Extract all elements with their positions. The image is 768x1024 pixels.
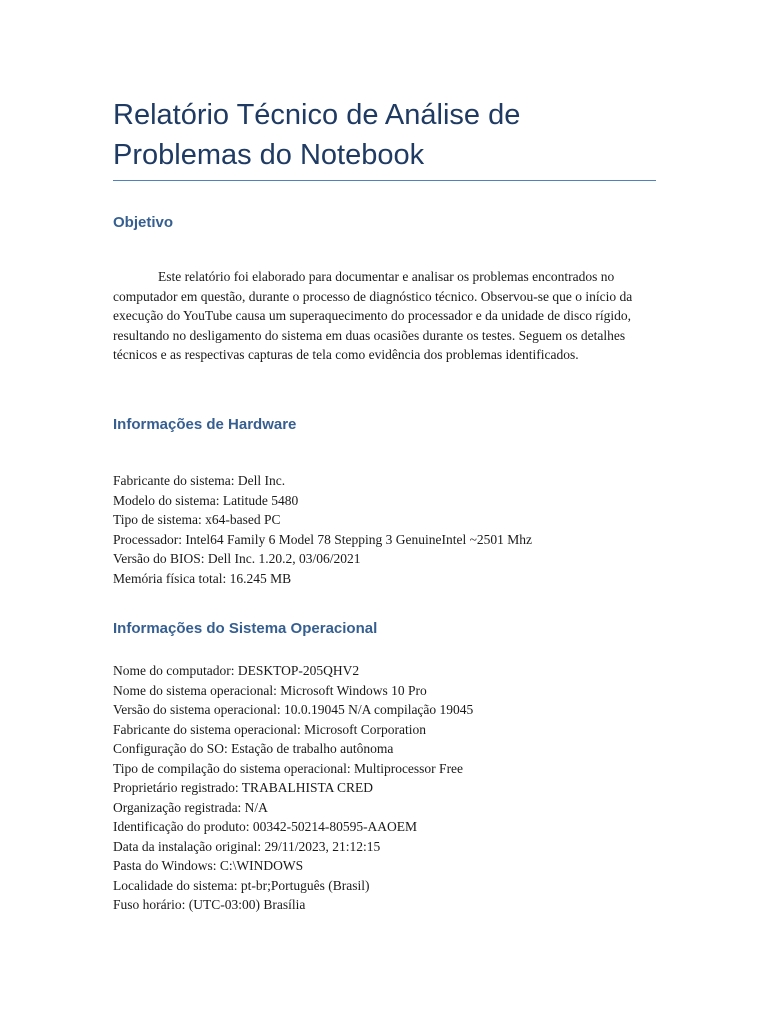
os-item-os-version: Versão do sistema operacional: 10.0.19045 N/A compilação 19045 xyxy=(113,702,474,717)
os-info-list xyxy=(113,661,658,915)
heading-objetivo: Objetivo xyxy=(113,214,174,231)
os-item-registered-org: Organização registrada: N/A xyxy=(113,799,268,815)
hardware-item-processor: Processador: Intel64 Family 6 Model 78 Stepping 3 GenuineIntel ~2501 Mhz xyxy=(113,531,532,547)
heading-hardware: Informações de Hardware xyxy=(113,416,297,433)
hardware-item-memory: Memória física total: 16.245 MB xyxy=(113,570,292,586)
hardware-item-manufacturer: Fabricante do sistema: Dell Inc. xyxy=(113,473,286,488)
os-item-os-name: Nome do sistema operacional: Microsoft Windows 10 Pro xyxy=(113,682,427,698)
os-item-locale: Localidade do sistema: pt-br;Português (Brasil) xyxy=(113,877,370,893)
objetivo-paragraph: Este relatório foi elaborado para documentar e analisar os problemas encontrados no computador em questão, durante o processo de diagnóstico técnico. Observou-se que o início da execução do YouTube causa um superaquecimento do processador e da unidade de disco rígido, resultando no desligamento do sistema em duas ocasiões durante os testes. Seguem os detalhes técnicos e as respectivas capturas de tela como evidência dos problemas identificados. xyxy=(113,269,633,362)
document-title xyxy=(113,95,658,175)
os-item-timezone: Fuso horário: (UTC-03:00) Brasília xyxy=(113,897,306,912)
title-divider xyxy=(113,180,656,181)
os-item-configuration: Configuração do SO: Estação de trabalho autônoma xyxy=(113,741,394,756)
hardware-item-model: Modelo do sistema: Latitude 5480 xyxy=(113,492,299,508)
os-item-windows-folder: Pasta do Windows: C:\WINDOWS xyxy=(113,858,304,873)
os-item-build-type: Tipo de compilação do sistema operacional: Multiprocessor Free xyxy=(113,760,464,776)
os-item-registered-owner: Proprietário registrado: TRABALHISTA CRED xyxy=(113,780,374,795)
os-item-computer-name: Nome do computador: DESKTOP-205QHV2 xyxy=(113,663,360,678)
os-item-product-id: Identificação do produto: 00342-50214-80595-AAOEM xyxy=(113,819,418,834)
title-line-2: Problemas do Notebook xyxy=(113,139,425,171)
hardware-info-list xyxy=(113,471,658,588)
hardware-item-bios: Versão do BIOS: Dell Inc. 1.20.2, 03/06/2021 xyxy=(113,551,361,566)
os-item-os-manufacturer: Fabricante do sistema operacional: Microsoft Corporation xyxy=(113,721,427,737)
title-line-1: Relatório Técnico de Análise de xyxy=(113,99,521,131)
heading-sistema-operacional: Informações do Sistema Operacional xyxy=(113,620,378,637)
hardware-item-system-type: Tipo de sistema: x64-based PC xyxy=(113,512,281,527)
os-item-install-date: Data da instalação original: 29/11/2023, 21:12:15 xyxy=(113,838,381,854)
